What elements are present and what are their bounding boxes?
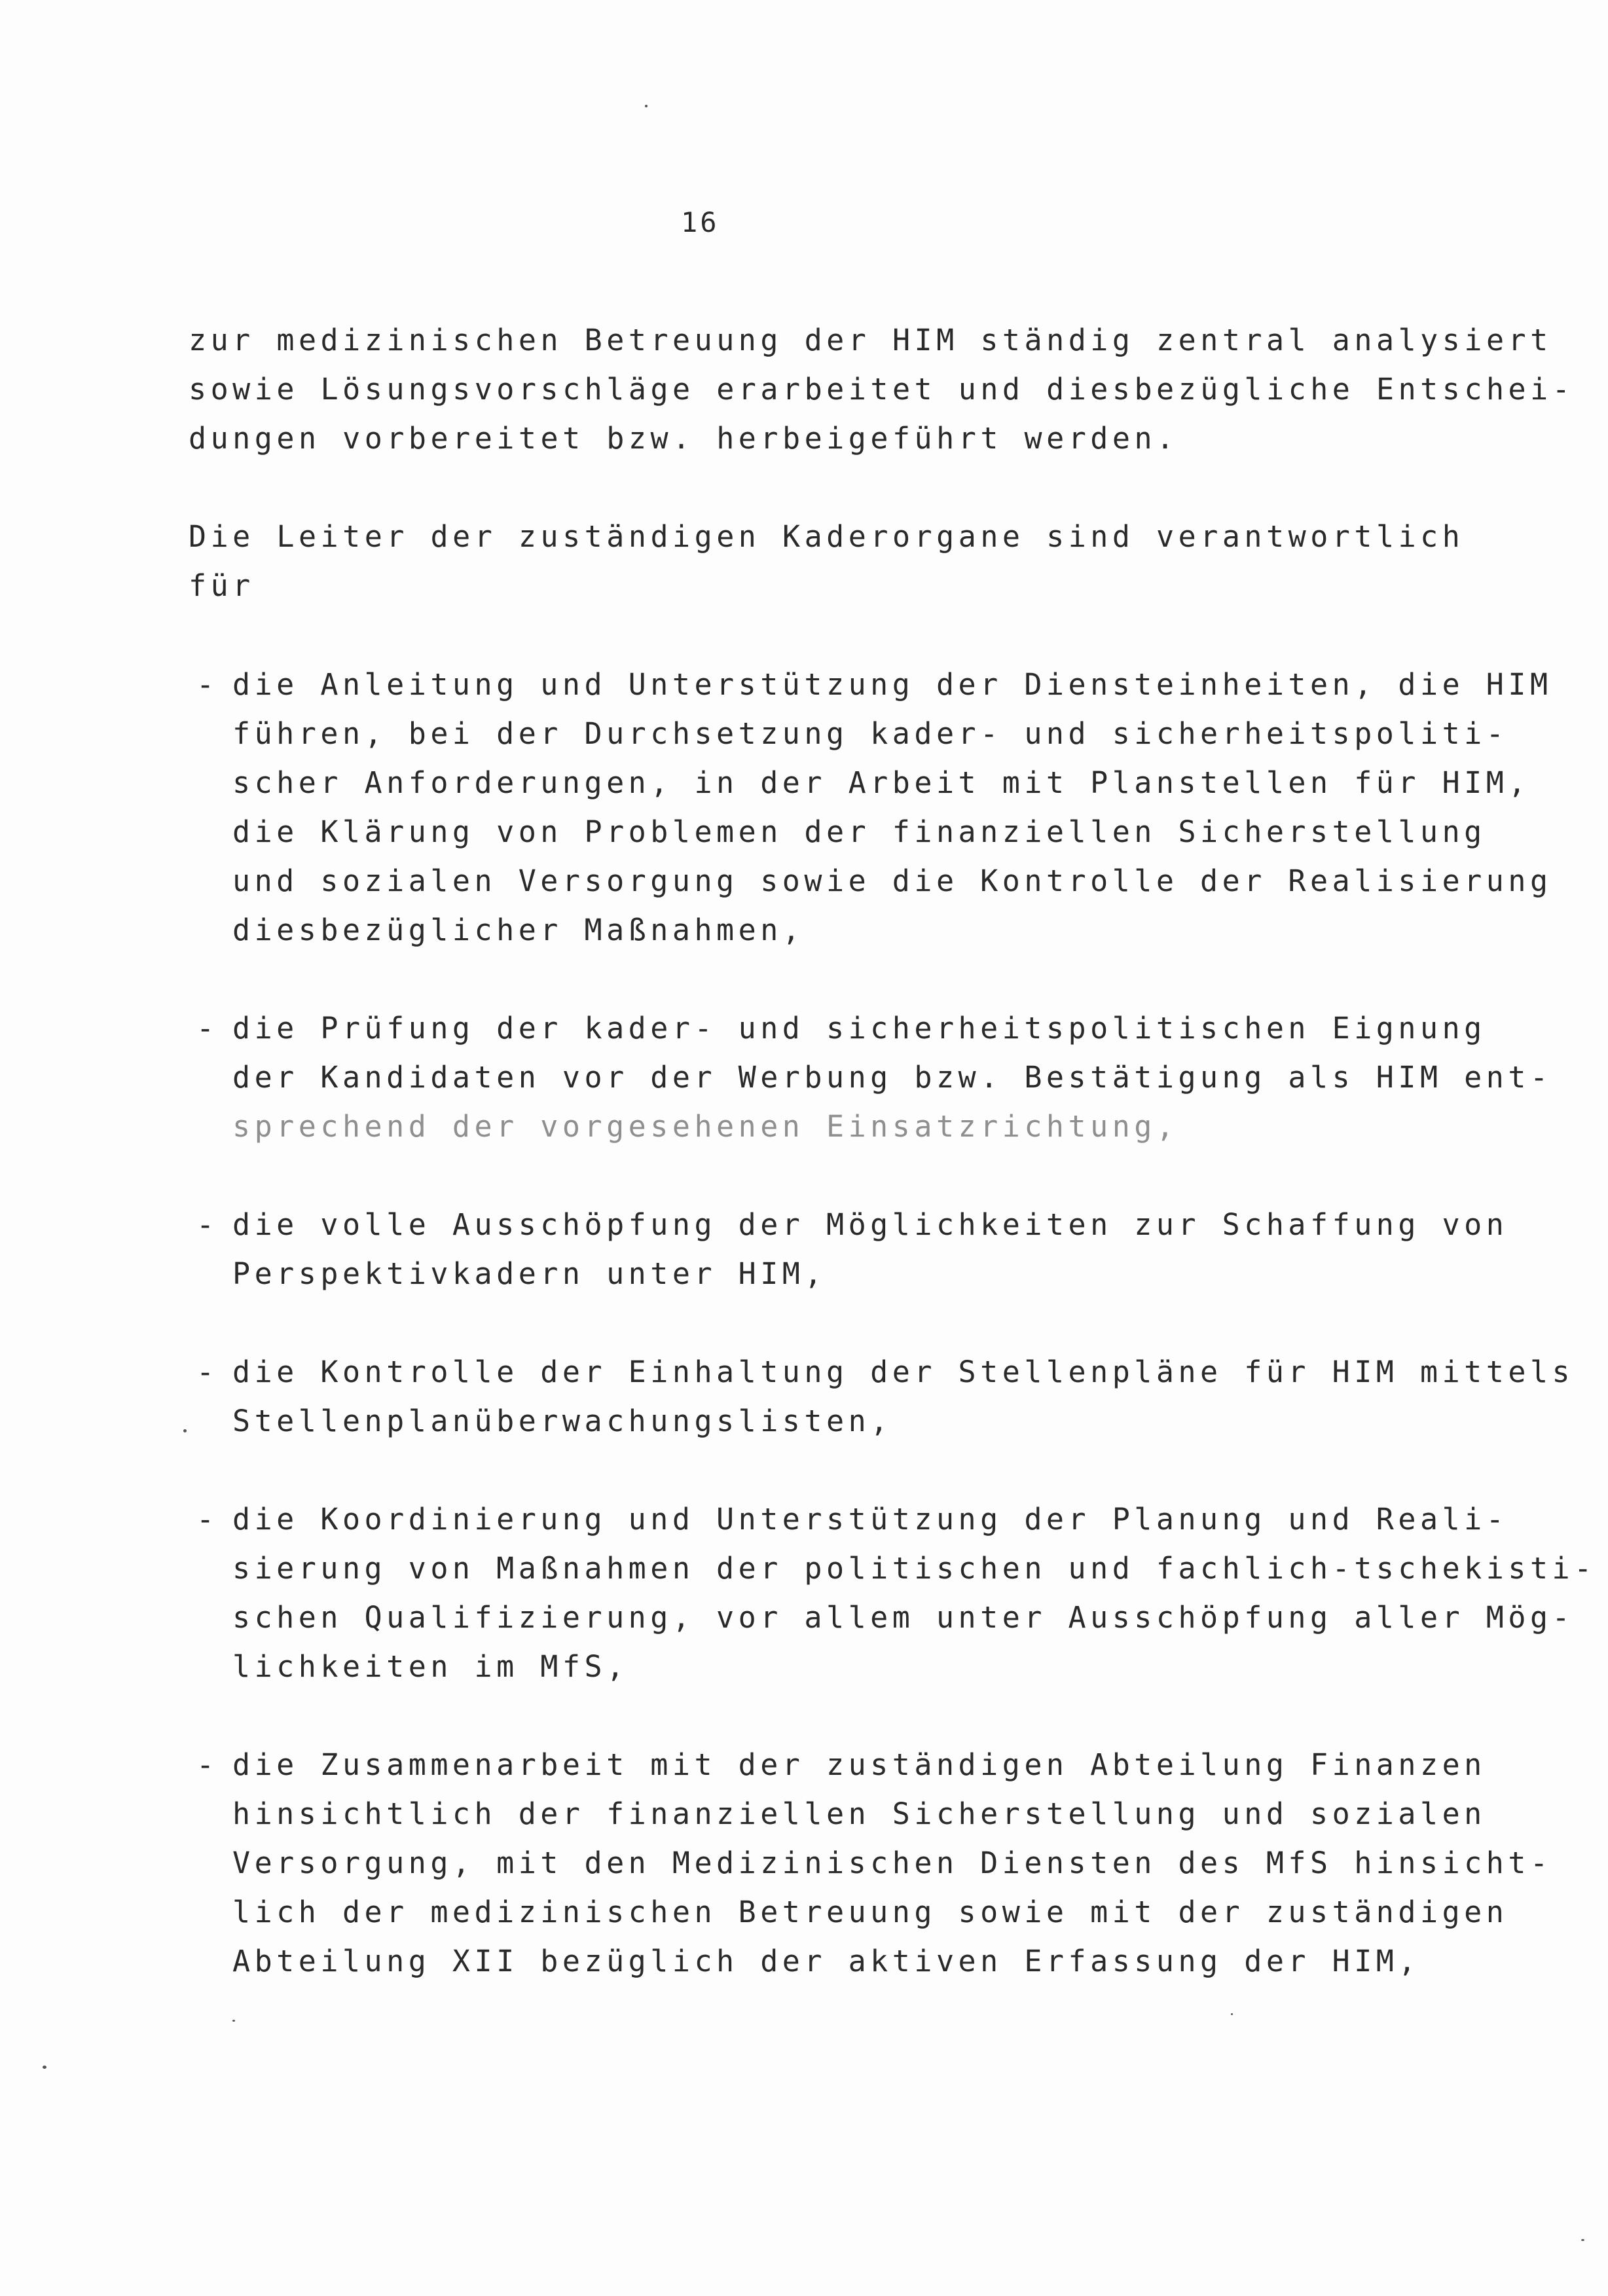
list-item-line: Versorgung, mit den Medizinischen Diensten des MfS hinsicht- <box>232 1846 1552 1880</box>
scan-speck <box>1231 2013 1233 2015</box>
list-item-line: hinsichtlich der finanziellen Sicherstellung und sozialen <box>232 1796 1486 1831</box>
list-item-line: die Koordinierung und Unterstützung der Planung und Reali- <box>232 1502 1508 1537</box>
paragraph-line: zur medizinischen Betreuung der HIM ständig zentral analysiert <box>189 323 1552 357</box>
bullet-dash: - <box>196 1747 215 1782</box>
list-item-line: Abteilung XII bezüglich der aktiven Erfassung der HIM, <box>232 1944 1420 1978</box>
list-item-line: lichkeiten im MfS, <box>232 1649 629 1684</box>
list-item-line: und sozialen Versorgung sowie die Kontrolle der Realisierung <box>232 864 1552 898</box>
list-item-line: die Prüfung der kader- und sicherheitspolitischen Eignung <box>232 1011 1486 1046</box>
list-item-line-faded: sprechend der vorgesehenen Einsatzrichtung, <box>232 1109 1179 1144</box>
list-item-line: die Zusammenarbeit mit der zuständigen Abteilung Finanzen <box>232 1747 1486 1782</box>
scan-speck <box>43 2066 46 2069</box>
list-item-line: diesbezüglicher Maßnahmen, <box>232 913 805 947</box>
bullet-dash: - <box>196 1502 215 1537</box>
list-item-line: die volle Ausschöpfung der Möglichkeiten zur Schaffung von <box>232 1207 1508 1242</box>
bullet-dash: - <box>196 1207 215 1242</box>
list-item-line: Perspektivkadern unter HIM, <box>232 1256 826 1291</box>
list-item-line: schen Qualifizierung, vor allem unter Ausschöpfung aller Mög- <box>232 1600 1575 1635</box>
paragraph-line: für <box>189 568 255 603</box>
scan-speck <box>232 2020 235 2022</box>
paragraph-line: Die Leiter der zuständigen Kaderorgane sind verantwortlich <box>189 519 1465 554</box>
scan-speck <box>183 1429 187 1432</box>
list-item-line: Stellenplanüberwachungslisten, <box>232 1404 892 1438</box>
list-item-line: die Kontrolle der Einhaltung der Stellenpläne für HIM mittels <box>232 1355 1575 1389</box>
bullet-dash: - <box>196 667 215 702</box>
scan-speck <box>645 105 648 107</box>
list-item-line: lich der medizinischen Betreuung sowie mit der zuständigen <box>232 1895 1508 1929</box>
bullet-dash: - <box>196 1355 215 1389</box>
list-item-line: der Kandidaten vor der Werbung bzw. Bestätigung als HIM ent- <box>232 1060 1552 1095</box>
list-item-line: führen, bei der Durchsetzung kader- und sicherheitspoliti- <box>232 716 1508 751</box>
paragraph-line: dungen vorbereitet bzw. herbeigeführt werden. <box>189 421 1179 456</box>
list-item-line: die Klärung von Problemen der finanziellen Sicherstellung <box>232 814 1486 849</box>
list-item-line: die Anleitung und Unterstützung der Diensteinheiten, die HIM <box>232 667 1552 702</box>
scan-speck <box>1581 2239 1584 2241</box>
list-item-line: scher Anforderungen, in der Arbeit mit Planstellen für HIM, <box>232 765 1530 800</box>
list-item-line: sierung von Maßnahmen der politischen und fachlich-tschekisti- <box>232 1551 1596 1586</box>
paragraph-line: sowie Lösungsvorschläge erarbeitet und diesbezügliche Entschei- <box>189 372 1575 407</box>
page-number: 16 <box>681 206 720 238</box>
bullet-dash: - <box>196 1011 215 1046</box>
